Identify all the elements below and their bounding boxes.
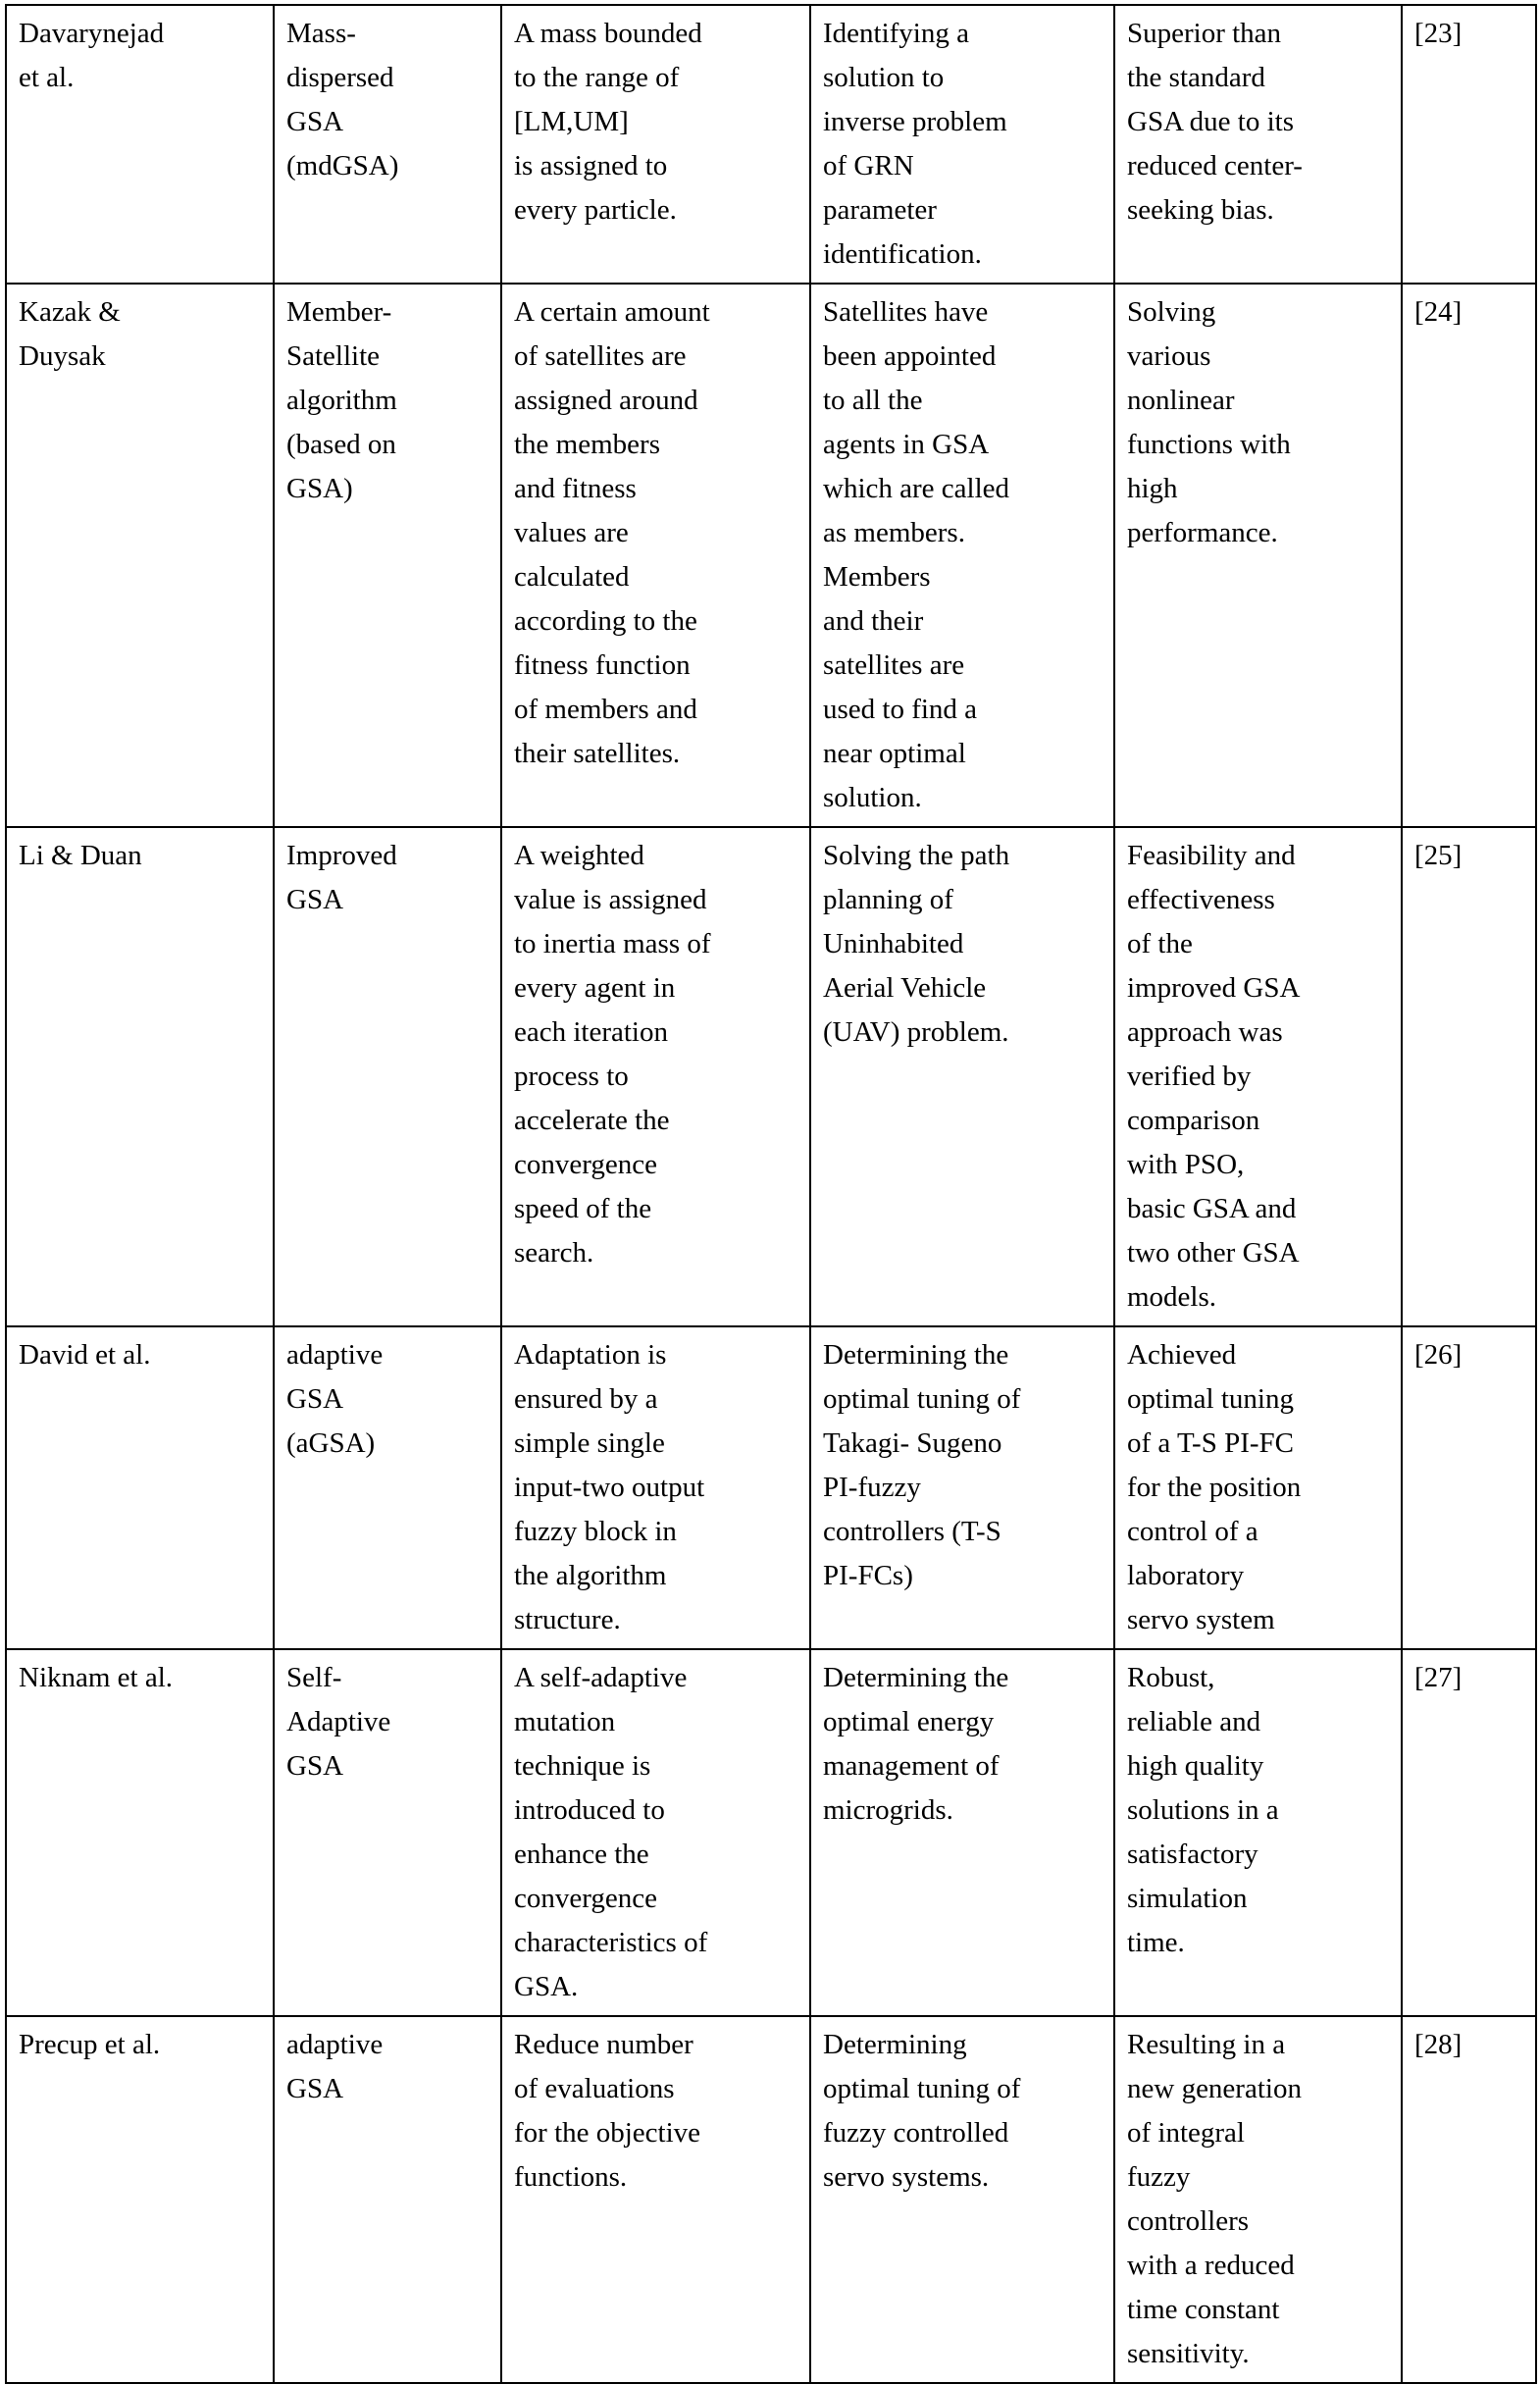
outcome-text: Superior than the standard GSA due to its reduced center- seeking bias. [1127,18,1303,226]
variant-text: adaptive GSA (aGSA) [286,1339,384,1459]
cell-outcome [1114,1649,1402,2016]
author-text: David et al. [19,1339,151,1371]
reference-text: [26] [1414,1339,1463,1371]
outcome-text: Solving various nonlinear functions with high performance. [1127,296,1291,548]
problem-text: Determining the optimal energy management of microgrids. [823,1662,1009,1826]
outcome-text: Achieved optimal tuning of a T-S PI-FC for the position control of a laboratory servo system [1127,1339,1302,1635]
cell-reference [1402,1326,1536,1649]
cell-variant [274,1326,501,1649]
problem-text: Determining optimal tuning of fuzzy controlled servo systems. [823,2029,1021,2193]
variant-text: Member- Satellite algorithm (based on GSA) [286,296,397,504]
cell-mechanism [501,284,810,827]
author-text: Li & Duan [19,840,142,871]
outcome-text: Resulting in a new generation of integral fuzzy controllers with a reduced time constant sensitivity. [1127,2029,1302,2369]
table-row [6,827,1536,1326]
mechanism-text: Adaptation is ensured by a simple single input-two output fuzzy block in the algorithm structure. [514,1339,705,1635]
variant-text: Mass- dispersed GSA (mdGSA) [286,18,399,181]
reference-text: [23] [1414,18,1463,49]
cell-variant [274,284,501,827]
mechanism-text: Reduce number of evaluations for the objective functions. [514,2029,701,2193]
table-row [6,284,1536,827]
cell-reference [1402,284,1536,827]
cell-mechanism [501,5,810,284]
cell-problem [810,5,1114,284]
cell-variant [274,2016,501,2383]
cell-outcome [1114,1326,1402,1649]
variant-text: Improved GSA [286,840,397,915]
problem-text: Identifying a solution to inverse problem of GRN parameter identification. [823,18,1007,270]
cell-author [6,1326,274,1649]
author-text: Davarynejad et al. [19,18,165,93]
mechanism-text: A mass bounded to the range of [LM,UM] is assigned to every particle. [514,18,702,226]
cell-mechanism [501,827,810,1326]
problem-text: Determining the optimal tuning of Takagi- Sugeno PI-fuzzy controllers (T-S PI-FCs) [823,1339,1021,1591]
variant-text: adaptive GSA [286,2029,384,2104]
table-row [6,2016,1536,2383]
reference-text: [28] [1414,2029,1463,2060]
cell-reference [1402,1649,1536,2016]
cell-author [6,5,274,284]
reference-text: [27] [1414,1662,1463,1693]
mechanism-text: A self-adaptive mutation technique is introduced to enhance the convergence characteristics of GSA. [514,1662,708,2002]
table-row [6,5,1536,284]
cell-problem [810,2016,1114,2383]
reference-text: [24] [1414,296,1463,328]
cell-mechanism [501,1649,810,2016]
outcome-text: Feasibility and effectiveness of the improved GSA approach was verified by comparison with PSO, basic GSA and two other GSA models. [1127,840,1301,1313]
problem-text: Satellites have been appointed to all the agents in GSA which are called as members. Members and their satellites are used to find a near optimal solution. [823,296,1010,813]
cell-mechanism [501,1326,810,1649]
table-row [6,1326,1536,1649]
cell-mechanism [501,2016,810,2383]
cell-author [6,2016,274,2383]
author-text: Precup et al. [19,2029,161,2060]
cell-problem [810,1326,1114,1649]
cell-reference [1402,2016,1536,2383]
cell-problem [810,1649,1114,2016]
outcome-text: Robust, reliable and high quality solutions in a satisfactory simulation time. [1127,1662,1279,1958]
mechanism-text: A weighted value is assigned to inertia mass of every agent in each iteration process to accelerate the convergence speed of the search. [514,840,711,1269]
cell-author [6,827,274,1326]
gsa-comparison-table [5,4,1537,2384]
table-body [6,5,1536,2383]
cell-outcome [1114,2016,1402,2383]
cell-problem [810,827,1114,1326]
cell-reference [1402,5,1536,284]
cell-author [6,284,274,827]
cell-outcome [1114,827,1402,1326]
problem-text: Solving the path planning of Uninhabited Aerial Vehicle (UAV) problem. [823,840,1010,1048]
reference-text: [25] [1414,840,1463,871]
mechanism-text: A certain amount of satellites are assigned around the members and fitness values are calculated according to the fitness function of members and their satellites. [514,296,710,769]
cell-problem [810,284,1114,827]
cell-reference [1402,827,1536,1326]
cell-variant [274,827,501,1326]
cell-outcome [1114,5,1402,284]
cell-variant [274,5,501,284]
variant-text: Self- Adaptive GSA [286,1662,391,1782]
table-row [6,1649,1536,2016]
cell-outcome [1114,284,1402,827]
author-text: Kazak & Duysak [19,296,121,372]
author-text: Niknam et al. [19,1662,174,1693]
cell-variant [274,1649,501,2016]
cell-author [6,1649,274,2016]
